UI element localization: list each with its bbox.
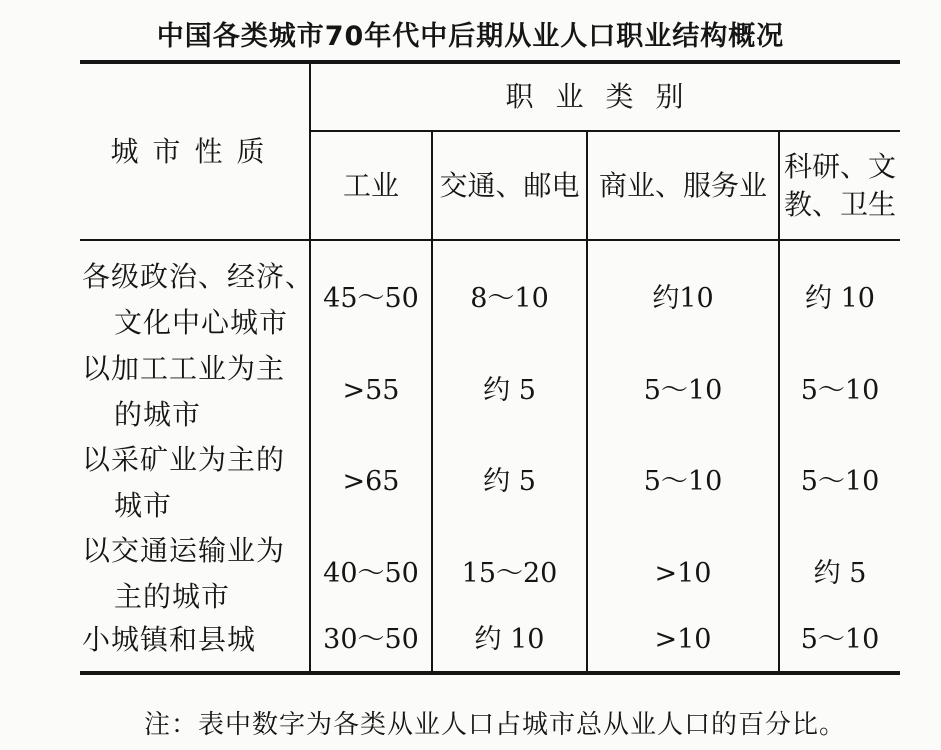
table-cell: >10 xyxy=(654,557,712,589)
header-col-research xyxy=(780,132,900,239)
table-cell: 5～10 xyxy=(800,623,880,655)
row-3-label xyxy=(82,437,285,529)
header-city-type: 城市性质 xyxy=(110,134,279,168)
table-cell: 约 5 xyxy=(483,465,536,497)
table-cell: 约 5 xyxy=(483,374,536,406)
row-2-label-line1: 以加工工业为主 xyxy=(82,352,286,385)
table-cell: >55 xyxy=(342,374,400,406)
table-cell: 45～50 xyxy=(323,282,419,314)
bottom-rule xyxy=(80,671,900,675)
header-col-commerce-label: 商业、服务业 xyxy=(598,168,767,202)
header-col-transport xyxy=(433,132,586,239)
table-cell: 5～10 xyxy=(643,374,723,406)
row-4-label-line1: 以交通运输业为 xyxy=(82,534,286,567)
table-cell: 15～20 xyxy=(461,557,558,589)
table-cell: 约 10 xyxy=(474,623,545,655)
table-cell: 约10 xyxy=(652,282,714,314)
row-4-label xyxy=(82,528,285,620)
row-3-label-line1: 以采矿业为主的 xyxy=(82,443,286,476)
table-cell: 约 10 xyxy=(805,282,875,314)
row-5-label-line1: 小城镇和县城 xyxy=(82,623,257,656)
header-col-industry xyxy=(311,132,431,239)
header-col-research-line2: 教、卫生 xyxy=(783,187,896,221)
row-3-label-line2: 城市 xyxy=(114,489,173,522)
row-1-label-line2: 文化中心城市 xyxy=(114,306,289,339)
header-col-industry-label: 工业 xyxy=(342,168,399,202)
header-col-research-line1: 科研、文 xyxy=(783,149,896,183)
table-cell: >65 xyxy=(342,465,400,497)
row-1-label xyxy=(82,254,314,346)
table-cell: 8～10 xyxy=(470,282,549,314)
table-cell: 5～10 xyxy=(643,465,723,497)
row-5-label xyxy=(82,617,256,663)
table-cell: 5～10 xyxy=(800,465,880,497)
row-2-label xyxy=(82,346,285,438)
header-col-transport-label: 交通、邮电 xyxy=(439,168,580,202)
table-cell: 30～50 xyxy=(323,623,419,655)
header-col-commerce xyxy=(588,132,778,239)
header-category-group: 职业类别 xyxy=(505,80,706,114)
table-title: 中国各类城市70年代中后期从业人口职业结构概况 xyxy=(156,21,785,52)
table-cell: 40～50 xyxy=(323,557,419,589)
row-2-label-line2: 的城市 xyxy=(114,398,202,431)
row-4-label-line2: 主的城市 xyxy=(114,580,231,613)
header-bottom-rule xyxy=(80,239,900,241)
table-footnote: 注：表中数字为各类从业人口占城市总从业人口的百分比。 xyxy=(144,710,847,740)
table-cell: 5～10 xyxy=(800,374,880,406)
table-cell: 约 5 xyxy=(813,557,867,589)
table-cell: >10 xyxy=(654,623,712,655)
row-1-label-line1: 各级政治、经济、 xyxy=(82,260,315,293)
